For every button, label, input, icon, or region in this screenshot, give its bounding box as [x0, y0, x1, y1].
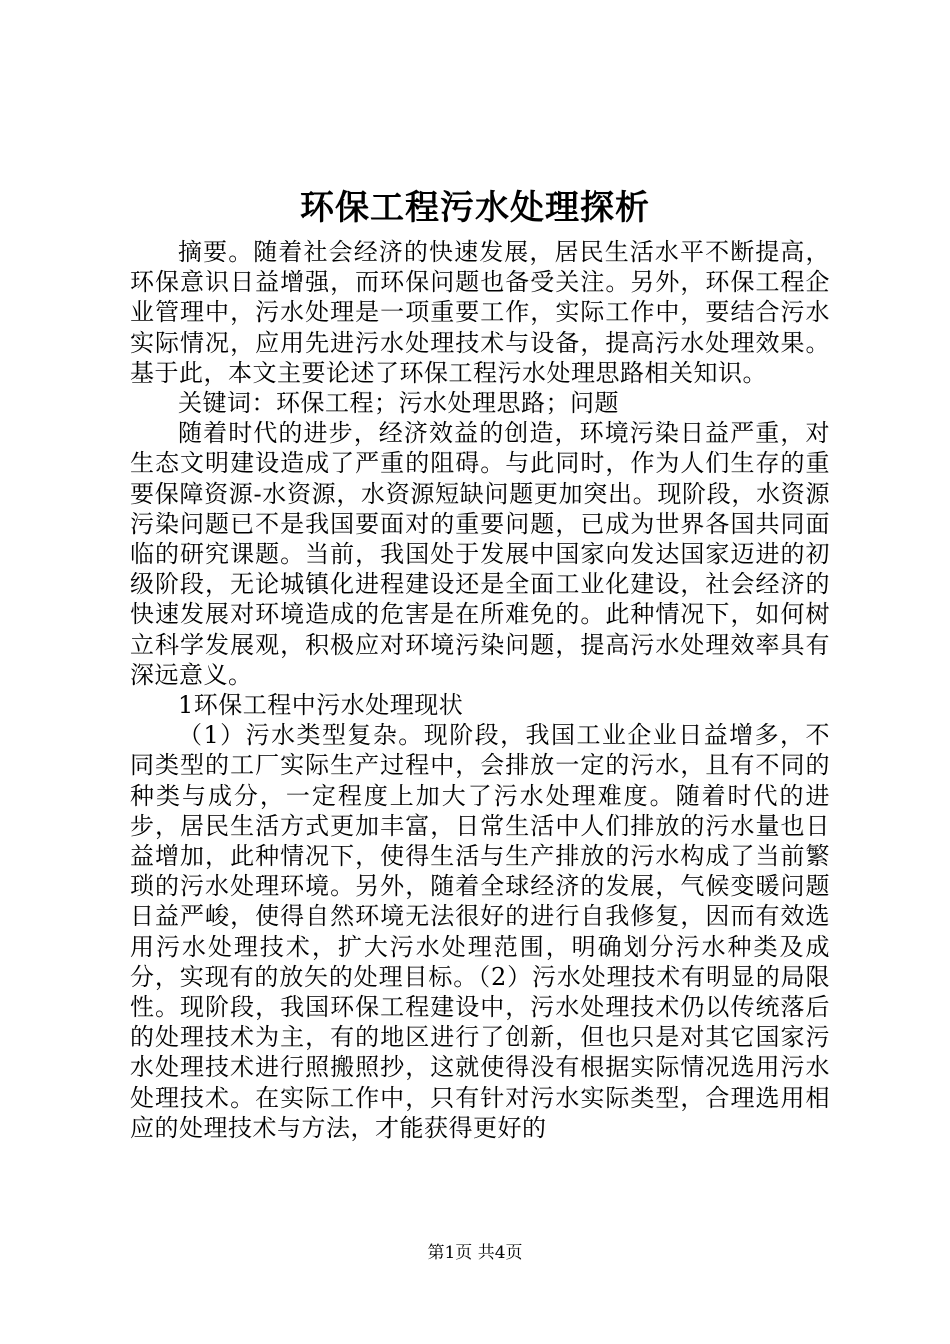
- section-paragraph: （1）污水类型复杂。现阶段，我国工业企业日益增多，不同类型的工厂实际生产过程中，会排放一定的污水，且有不同的种类与成分，一定程度上加大了污水处理难度。随着时代的进步，居民生活方式更加丰富，日常生活中人们排放的污水量也日益增加，此种情况下，使得生活与生产排放的污水构成了当前繁琐的污水处理环境。另外，随着全球经济的发展，气候变暖问题日益严峻，使得自然环境无法很好的进行自我修复，因而有效选用污水处理技术，扩大污水处理范围，明确划分污水种类及成分，实现有的放矢的处理目标。（2）污水处理技术有明显的局限性。现阶段，我国环保工程建设中，污水处理技术仍以传统落后的处理技术为主，有的地区进行了创新，但也只是对其它国家污水处理技术进行照搬照抄，这就使得没有根据实际情况选用污水处理技术。在实际工作中，只有针对污水实际类型，合理选用相应的处理技术与方法，才能获得更好的: [130, 721, 830, 1142]
- page-number-footer: 第1页 共4页: [427, 1243, 523, 1263]
- document-body: [130, 237, 830, 1143]
- keywords-paragraph: 关键词：环保工程；污水处理思路；问题: [178, 389, 619, 418]
- abstract-paragraph: 摘要。随着社会经济的快速发展，居民生活水平不断提高，环保意识日益增强，而环保问题也备受关注。另外，环保工程企业管理中，污水处理是一项重要工作，实际工作中，要结合污水实际情况，应用先进污水处理技术与设备，提高污水处理效果。基于此，本文主要论述了环保工程污水处理思路相关知识。: [130, 238, 830, 387]
- section-heading: 1环保工程中污水处理现状: [178, 691, 464, 720]
- document-title: 环保工程污水处理探析: [300, 188, 650, 228]
- intro-paragraph: 随着时代的进步，经济效益的创造，环境污染日益严重，对生态文明建设造成了严重的阻碍。与此同时，作为人们生存的重要保障资源-水资源，水资源短缺问题更加突出。现阶段，水资源污染问题已不是我国要面对的重要问题，已成为世界各国共同面临的研究课题。当前，我国处于发展中国家向发达国家迈进的初级阶段，无论城镇化进程建设还是全面工业化建设，社会经济的快速发展对环境造成的危害是在所难免的。此种情况下，如何树立科学发展观，积极应对环境污染问题，提高污水处理效率具有深远意义。: [130, 419, 830, 689]
